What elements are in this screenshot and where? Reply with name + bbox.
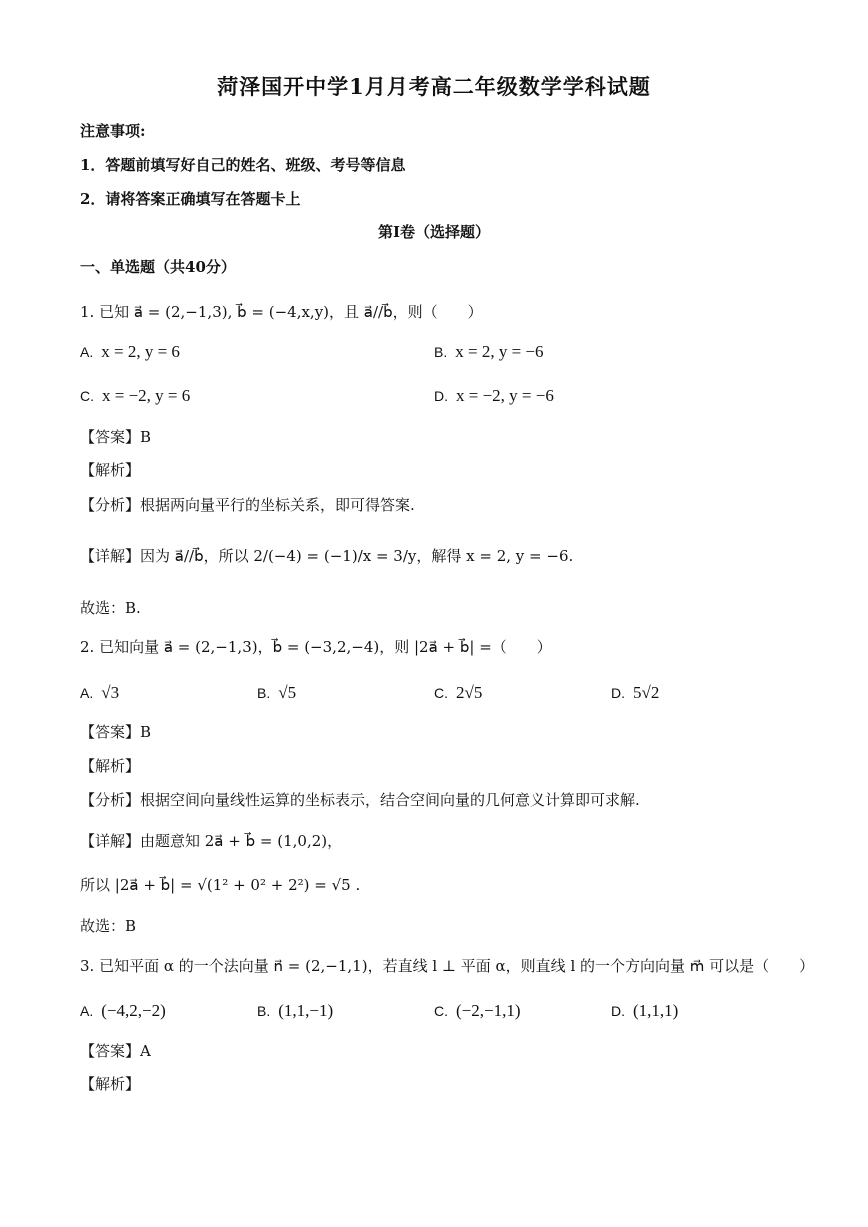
option-key: B.	[257, 1003, 271, 1019]
q2-option-d	[611, 682, 659, 704]
q1-answer: 【答案】B	[80, 428, 152, 446]
q3-option-d	[611, 1000, 678, 1022]
notes-heading: 注意事项:	[80, 122, 146, 140]
option-key: C.	[434, 1003, 448, 1019]
question-2-stem: 2. 已知向量 a⃗ = (2,−1,3)，b⃗ = (−3,2,−4)，则 |2a⃗ + b⃗| =（ ）	[80, 638, 552, 656]
q3-option-b	[257, 1000, 333, 1022]
q1-option-b	[434, 341, 544, 363]
page-title: 菏泽国开中学1月月考高二年级数学学科试题	[217, 74, 651, 99]
option-text: (1,1,−1)	[278, 1001, 334, 1020]
question-1-stem: 1. 已知 a⃗ = (2,−1,3), b⃗ = (−4,x,y)，且 a⃗//b⃗，则（ ）	[80, 303, 483, 321]
q2-option-a	[80, 682, 119, 704]
option-text: x = −2, y = −6	[456, 386, 554, 405]
q1-option-a	[80, 341, 180, 363]
section-title: 第I卷（选择题）	[377, 223, 491, 241]
option-key: A.	[80, 1003, 94, 1019]
option-text: x = 2, y = 6	[101, 342, 180, 361]
q1-option-d	[434, 385, 554, 407]
option-key: C.	[434, 685, 448, 701]
option-key: D.	[611, 685, 625, 701]
q2-option-b	[257, 682, 296, 704]
q2-analysis-label: 【解析】	[80, 757, 141, 775]
q2-choice: 故选：B	[80, 917, 137, 935]
option-text: (1,1,1)	[633, 1001, 679, 1020]
option-text: x = 2, y = −6	[455, 342, 544, 361]
q2-answer: 【答案】B	[80, 723, 152, 741]
q3-option-a	[80, 1000, 166, 1022]
option-key: B.	[434, 344, 448, 360]
option-text: √3	[101, 683, 120, 702]
q3-option-c	[434, 1000, 521, 1022]
q1-fenxi: 【分析】根据两向量平行的坐标关系，即可得答案.	[80, 496, 415, 514]
q2-detail: 【详解】由题意知 2a⃗ + b⃗ = (1,0,2)，	[80, 832, 343, 850]
option-key: D.	[434, 388, 448, 404]
option-key: B.	[257, 685, 271, 701]
part-heading: 一、单选题（共40分）	[80, 258, 236, 276]
option-text: x = −2, y = 6	[102, 386, 191, 405]
q3-answer: 【答案】A	[80, 1042, 151, 1060]
q1-choice: 故选：B.	[80, 599, 141, 617]
option-text: √5	[278, 683, 297, 702]
option-text: (−4,2,−2)	[101, 1001, 166, 1020]
q2-option-c	[434, 682, 482, 704]
notes-item-2: 2．请将答案正确填写在答题卡上	[80, 190, 301, 208]
q3-analysis-label: 【解析】	[80, 1075, 141, 1093]
option-key: A.	[80, 685, 94, 701]
option-key: C.	[80, 388, 94, 404]
notes-item-1: 1．答题前填写好自己的姓名、班级、考号等信息	[80, 156, 406, 174]
option-text: (−2,−1,1)	[456, 1001, 521, 1020]
q1-option-c	[80, 385, 190, 407]
q2-detail-2: 所以 |2a⃗ + b⃗| = √(1² + 0² + 2²) = √5 .	[80, 876, 361, 894]
q2-fenxi: 【分析】根据空间向量线性运算的坐标表示，结合空间向量的几何意义计算即可求解.	[80, 791, 640, 809]
q1-analysis-label: 【解析】	[80, 461, 141, 479]
q1-detail: 【详解】因为 a⃗//b⃗，所以 2/(−4) = (−1)/x = 3/y，解得 x = 2, y = −6.	[80, 547, 574, 565]
question-3-stem: 3. 已知平面 α 的一个法向量 n⃗ = (2,−1,1)，若直线 l ⊥ 平面 α，则直线 l 的一个方向向量 m⃗ 可以是（ ）	[80, 957, 815, 975]
option-key: A.	[80, 344, 94, 360]
option-text: 5√2	[633, 683, 660, 702]
option-text: 2√5	[456, 683, 483, 702]
option-key: D.	[611, 1003, 625, 1019]
